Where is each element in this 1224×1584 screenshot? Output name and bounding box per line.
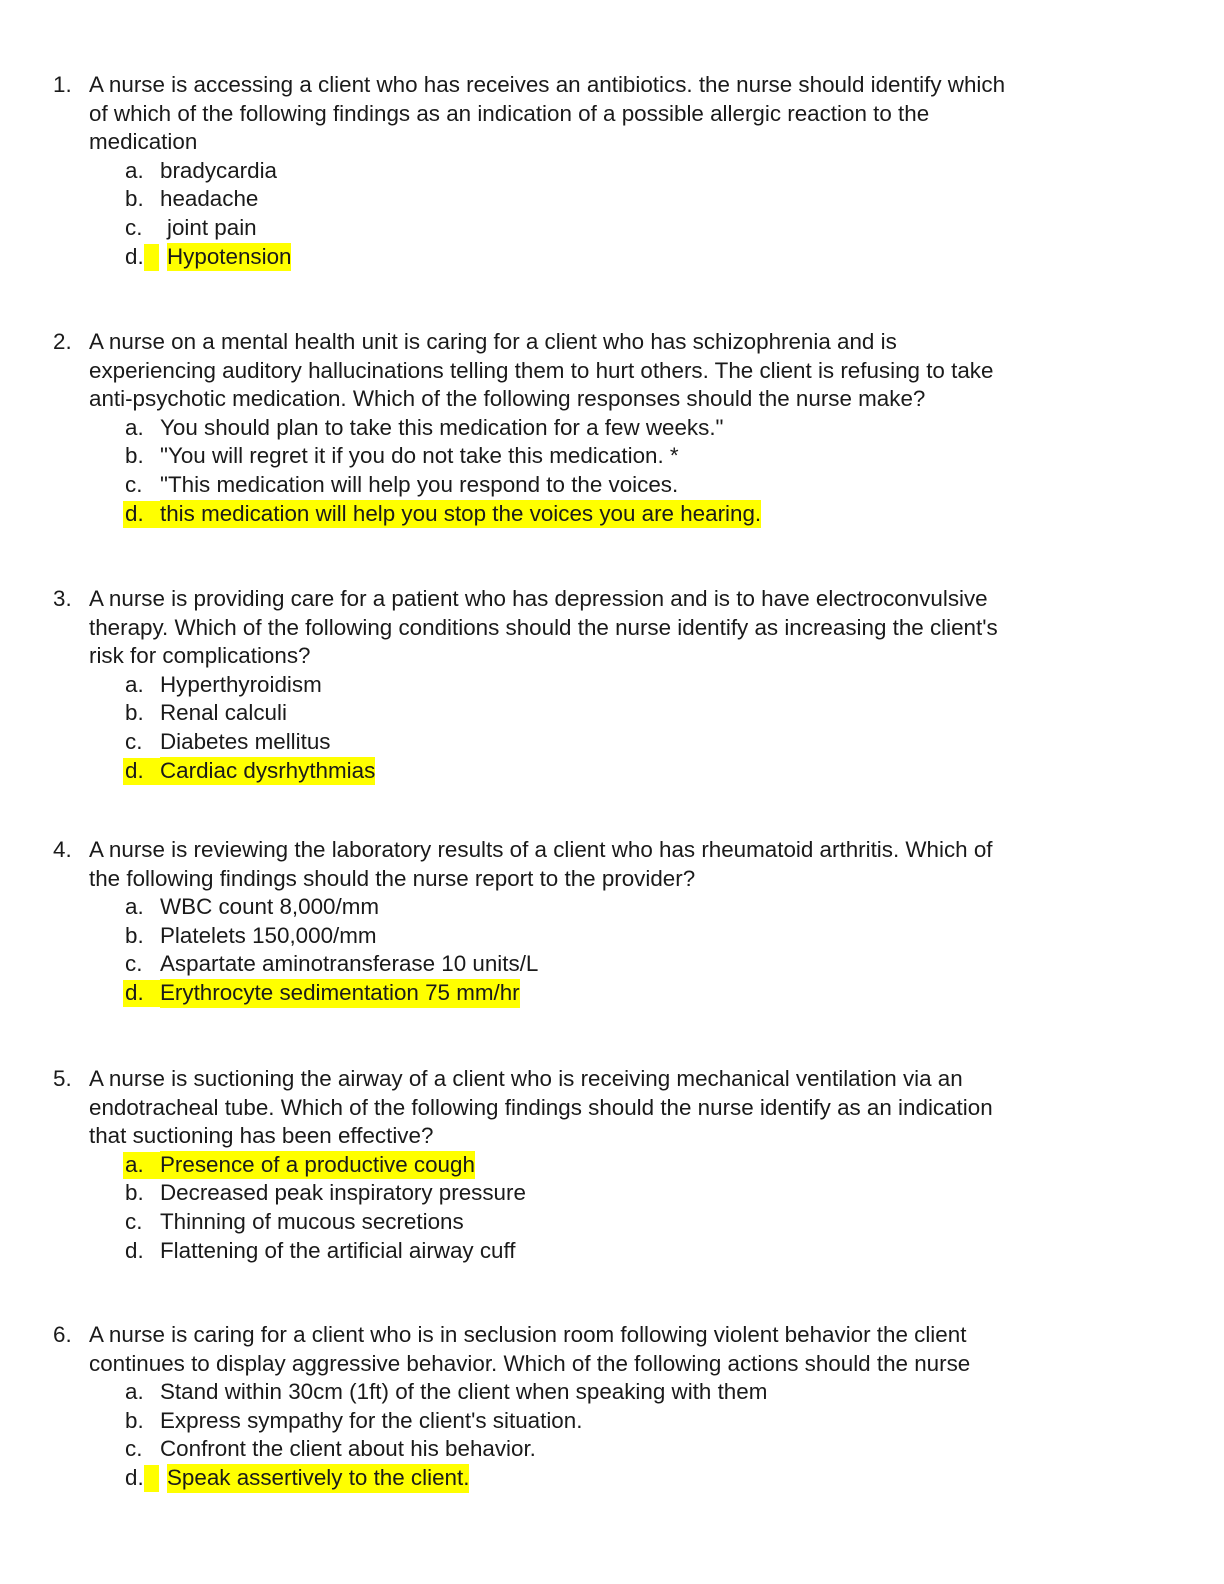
option-text: "You will regret it if you do not take this medication. * — [160, 443, 679, 469]
option-text-highlighted: Cardiac dysrhythmias — [160, 757, 375, 786]
answer-option-c — [0, 471, 1224, 500]
question-text-line: endotracheal tube. Which of the following findings should the nurse identify as an indication — [89, 1094, 993, 1120]
question-number: 5. — [53, 1066, 72, 1091]
option-text: joint pain — [167, 214, 257, 240]
option-text-highlighted: Hypotension — [167, 243, 291, 272]
option-letter: c. — [125, 1208, 143, 1234]
question-number: 1. — [53, 72, 72, 97]
option-letter: c. — [125, 951, 143, 977]
question-number: 3. — [53, 586, 72, 611]
option-letter: b. — [125, 1407, 144, 1433]
answer-option-a-highlighted — [0, 1151, 1224, 1180]
highlight-mark — [144, 1465, 159, 1492]
option-letter: c. — [125, 1436, 143, 1462]
answer-option-b — [0, 1179, 1224, 1208]
answer-option-c — [0, 214, 1224, 243]
question-text-line: A nurse is caring for a client who is in seclusion room following violent behavior the client — [89, 1322, 967, 1347]
answer-option-c — [0, 728, 1224, 757]
question-1 — [0, 71, 1224, 271]
question-text-line: risk for complications? — [89, 643, 311, 669]
option-letter: a. — [125, 414, 144, 440]
option-letter: d. — [125, 1237, 144, 1263]
option-letter: c. — [125, 471, 143, 497]
option-letter: a. — [125, 894, 144, 920]
option-letter: b. — [125, 186, 144, 212]
question-text-line: anti-psychotic medication. Which of the following responses should the nurse make? — [89, 386, 926, 412]
option-text-highlighted: Speak assertively to the client. — [167, 1464, 469, 1493]
option-letter: a. — [125, 1379, 144, 1405]
question-text-line: experiencing auditory hallucinations telling them to hurt others. The client is refusing to take — [89, 357, 994, 383]
answer-option-d-highlighted — [0, 500, 1224, 529]
question-text-line: the following findings should the nurse report to the provider? — [89, 865, 696, 891]
answer-option-a — [0, 157, 1224, 186]
question-text-line: medication — [89, 129, 198, 155]
option-text: Diabetes mellitus — [160, 728, 331, 754]
option-letter: d. — [125, 757, 144, 783]
option-text: Confront the client about his behavior. — [160, 1436, 536, 1462]
question-number: 4. — [53, 837, 72, 862]
question-3 — [0, 585, 1224, 785]
option-text: Aspartate aminotransferase 10 units/L — [160, 951, 539, 977]
question-text-line: continues to display aggressive behavior. Which of the following actions should the nurse — [89, 1350, 971, 1376]
question-number: 2. — [53, 329, 72, 354]
answer-option-d-highlighted — [0, 1464, 1224, 1493]
answer-option-d-highlighted — [0, 243, 1224, 272]
question-5 — [0, 1065, 1224, 1265]
option-letter: b. — [125, 443, 144, 469]
option-text: Platelets 150,000/mm — [160, 922, 377, 948]
answer-option-c — [0, 950, 1224, 979]
option-text: Flattening of the artificial airway cuff — [160, 1237, 516, 1263]
question-6 — [0, 1321, 1224, 1493]
option-text: Renal calculi — [160, 700, 287, 726]
question-number: 6. — [53, 1322, 72, 1347]
question-4 — [0, 836, 1224, 1008]
question-text-line: therapy. Which of the following conditions should the nurse identify as increasing the client's — [89, 614, 998, 640]
answer-option-b — [0, 442, 1224, 471]
question-text-line: A nurse is reviewing the laboratory results of a client who has rheumatoid arthritis. Which of — [89, 837, 993, 862]
option-text: Thinning of mucous secretions — [160, 1208, 464, 1234]
question-text-line: A nurse is accessing a client who has receives an antibiotics. the nurse should identify which — [89, 72, 1006, 97]
question-text-line: A nurse is suctioning the airway of a client who is receiving mechanical ventilation via an — [89, 1066, 963, 1091]
answer-option-b — [0, 699, 1224, 728]
option-text: Decreased peak inspiratory pressure — [160, 1180, 526, 1206]
option-text: Hyperthyroidism — [160, 671, 322, 697]
answer-option-b — [0, 1407, 1224, 1436]
answer-option-c — [0, 1435, 1224, 1464]
option-letter: a. — [125, 1151, 144, 1177]
answer-option-a — [0, 1378, 1224, 1407]
option-text: Express sympathy for the client's situation. — [160, 1407, 583, 1433]
option-letter: d. — [125, 500, 144, 526]
option-letter: c. — [125, 728, 143, 754]
question-text-line: that suctioning has been effective? — [89, 1123, 434, 1149]
option-text-highlighted: Presence of a productive cough — [160, 1151, 475, 1180]
option-letter: d. — [125, 979, 144, 1005]
option-letter: a. — [125, 157, 144, 183]
option-text-highlighted: this medication will help you stop the voices you are hearing. — [160, 500, 761, 529]
option-letter: b. — [125, 922, 144, 948]
question-text-line: A nurse on a mental health unit is caring for a client who has schizophrenia and is — [89, 329, 897, 354]
answer-option-b — [0, 185, 1224, 214]
answer-option-a — [0, 671, 1224, 700]
answer-option-d — [0, 1237, 1224, 1266]
option-text-highlighted: Erythrocyte sedimentation 75 mm/hr — [160, 979, 520, 1008]
option-text: bradycardia — [160, 157, 277, 183]
highlight-mark — [144, 244, 159, 271]
option-letter: b. — [125, 1180, 144, 1206]
answer-option-b — [0, 922, 1224, 951]
option-letter: d. — [125, 1464, 144, 1490]
answer-option-d-highlighted — [0, 979, 1224, 1008]
option-letter: a. — [125, 671, 144, 697]
option-letter: c. — [125, 214, 143, 240]
option-letter: b. — [125, 700, 144, 726]
answer-option-d-highlighted — [0, 757, 1224, 786]
answer-option-a — [0, 414, 1224, 443]
answer-option-a — [0, 893, 1224, 922]
option-text: headache — [160, 186, 259, 212]
option-text: WBC count 8,000/mm — [160, 894, 380, 920]
option-text: "This medication will help you respond to the voices. — [160, 471, 679, 497]
option-text: You should plan to take this medication for a few weeks." — [160, 414, 724, 440]
question-text-line: A nurse is providing care for a patient who has depression and is to have electroconvulsive — [89, 586, 988, 611]
option-text: Stand within 30cm (1ft) of the client when speaking with them — [160, 1379, 768, 1405]
question-2 — [0, 328, 1224, 528]
option-letter: d. — [125, 243, 144, 269]
question-text-line: of which of the following findings as an indication of a possible allergic reaction to the — [89, 100, 930, 126]
answer-option-c — [0, 1208, 1224, 1237]
